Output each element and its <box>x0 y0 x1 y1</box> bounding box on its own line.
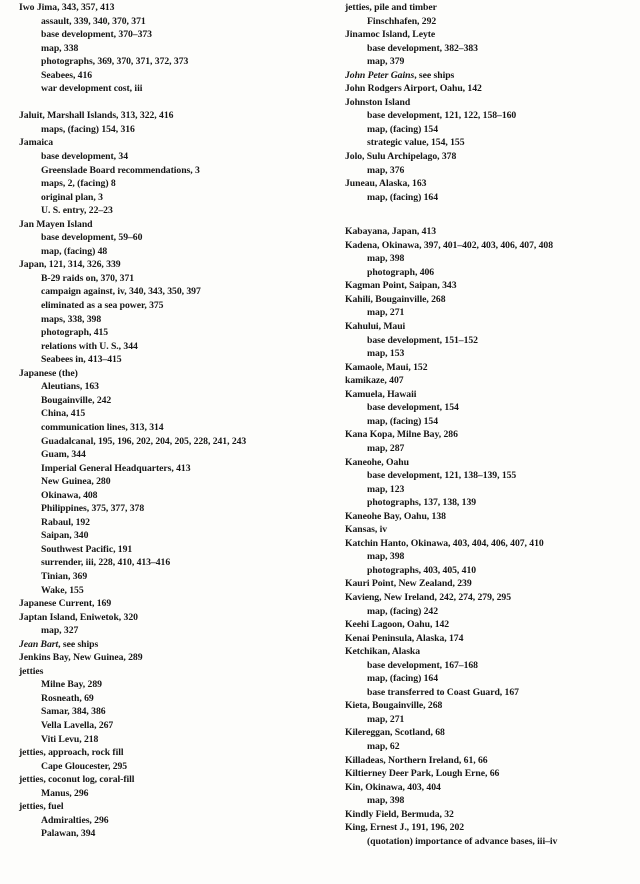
index-entry: Juneau, Alaska, 163 <box>345 178 427 190</box>
index-entry: Kadena, Okinawa, 397, 401–402, 403, 406, 407, 408 <box>345 239 554 251</box>
index-subentry: map, 327 <box>41 625 79 637</box>
index-entry: jetties <box>19 665 44 677</box>
index-subentry: map, (facing) 164 <box>367 673 438 685</box>
index-subentry: Seabees in, 413–415 <box>41 354 122 366</box>
index-subentry: assault, 339, 340, 370, 371 <box>41 15 146 27</box>
index-subentry: New Guinea, 280 <box>41 476 111 488</box>
index-entry: Kagman Point, Saipan, 343 <box>345 280 457 292</box>
index-subentry: map, 398 <box>367 551 405 563</box>
index-entry: Kilereggan, Scotland, 68 <box>345 727 445 739</box>
index-subentry: Imperial General Headquarters, 413 <box>41 462 191 474</box>
index-subentry: Admiralties, 296 <box>41 814 109 826</box>
index-entry: Kabayana, Japan, 413 <box>345 226 437 238</box>
index-entry: jetties, approach, rock fill <box>19 747 124 759</box>
index-subentry: war development cost, iii <box>41 83 143 95</box>
index-subentry: Seabees, 416 <box>41 69 93 81</box>
index-subentry: Finschhafen, 292 <box>367 15 437 27</box>
index-subentry: photographs, 369, 370, 371, 372, 373 <box>41 56 189 68</box>
index-subentry: map, 338 <box>41 42 79 54</box>
index-entry: Kamuela, Hawaii <box>345 388 417 400</box>
index-subentry: campaign against, iv, 340, 343, 350, 397 <box>41 286 201 298</box>
ship-name: John Peter Gains <box>345 69 415 81</box>
index-subentry: photograph, 415 <box>41 327 109 339</box>
index-subentry: maps, 2, (facing) 8 <box>41 178 116 190</box>
index-subentry: map, 398 <box>367 253 405 265</box>
index-subentry: Viti Levu, 218 <box>41 733 99 745</box>
index-subentry: Tinian, 369 <box>41 570 88 582</box>
cross-reference: , see ships <box>58 638 99 650</box>
index-subentry: base development, 121, 138–139, 155 <box>367 470 517 482</box>
index-subentry: U. S. entry, 22–23 <box>41 205 113 217</box>
index-column-left <box>19 1 344 841</box>
index-subentry: Palawan, 394 <box>41 828 96 840</box>
index-subentry: Aleutians, 163 <box>41 381 99 393</box>
index-entry: jetties, fuel <box>19 801 64 813</box>
index-entry: Jan Mayen Island <box>19 218 93 230</box>
index-entry: Kansas, iv <box>345 524 388 536</box>
index-entry: Kauri Point, New Zealand, 239 <box>345 578 472 590</box>
index-entry: Johnston Island <box>345 96 411 108</box>
index-entry: John Rodgers Airport, Oahu, 142 <box>345 83 482 95</box>
index-subentry: map, 376 <box>367 164 405 176</box>
index-subentry: strategic value, 154, 155 <box>367 137 465 149</box>
index-subentry: original plan, 3 <box>41 191 103 203</box>
index-subentry: base development, 167–168 <box>367 659 478 671</box>
index-entry: Japanese (the) <box>19 367 78 379</box>
index-subentry: base development, 382–383 <box>367 42 478 54</box>
index-subentry: base development, 121, 122, 158–160 <box>367 110 517 122</box>
index-subentry: base development, 370–373 <box>41 29 152 41</box>
index-entry: Kaneohe Bay, Oahu, 138 <box>345 510 446 522</box>
index-subentry: photographs, 403, 405, 410 <box>367 564 477 576</box>
index-entry: Japtan Island, Eniwetok, 320 <box>19 611 138 623</box>
index-subentry: China, 415 <box>41 408 86 420</box>
index-subentry: Samar, 384, 386 <box>41 706 106 718</box>
index-entry: King, Ernest J., 191, 196, 202 <box>345 822 465 834</box>
ship-name: Jean Bart <box>19 638 59 650</box>
index-subentry: Greenslade Board recommendations, 3 <box>41 164 200 176</box>
index-subentry: Guam, 344 <box>41 449 86 461</box>
index-subentry: map, 271 <box>367 307 405 319</box>
index-subentry: Bougainville, 242 <box>41 394 112 406</box>
index-subentry: map, (facing) 154 <box>367 123 438 135</box>
index-subentry: photographs, 137, 138, 139 <box>367 497 477 509</box>
index-entry <box>19 638 344 652</box>
index-subentry: eliminated as a sea power, 375 <box>41 300 164 312</box>
index-subentry: base development, 59–60 <box>41 232 143 244</box>
cross-reference: , see ships <box>414 69 455 81</box>
index-entry: Kavieng, New Ireland, 242, 274, 279, 295 <box>345 591 512 603</box>
index-entry: Kenai Peninsula, Alaska, 174 <box>345 632 464 644</box>
index-subentry: Rosneath, 69 <box>41 692 94 704</box>
index-entry: Jinamoc Island, Leyte <box>345 29 436 41</box>
index-subentry: Cape Gloucester, 295 <box>41 760 128 772</box>
index-subentry: Guadalcanal, 195, 196, 202, 204, 205, 228, 241, 243 <box>41 435 247 447</box>
index-entry: Ketchikan, Alaska <box>345 646 421 658</box>
index-subentry: map, 123 <box>367 483 405 495</box>
index-entry: Jaluit, Marshall Islands, 313, 322, 416 <box>19 110 174 122</box>
index-subentry: Rabaul, 192 <box>41 516 90 528</box>
index-subentry: Saipan, 340 <box>41 530 89 542</box>
index-entry: Kahului, Maui <box>345 321 406 333</box>
index-subentry: Wake, 155 <box>41 584 84 596</box>
index-entry: Japanese Current, 169 <box>19 598 112 610</box>
index-entry: kamikaze, 407 <box>345 375 404 387</box>
index-subentry: B-29 raids on, 370, 371 <box>41 272 135 284</box>
index-subentry: map, 62 <box>367 740 400 752</box>
index-subentry: map, (facing) 154 <box>367 415 438 427</box>
index-entry: Kin, Okinawa, 403, 404 <box>345 781 441 793</box>
index-subentry: base development, 154 <box>367 402 459 414</box>
index-subentry: map, 271 <box>367 713 405 725</box>
index-column-right <box>345 1 637 848</box>
index-entry: Kamaole, Maui, 152 <box>345 361 428 373</box>
index-subentry: base development, 34 <box>41 151 128 163</box>
index-entry: Jenkins Bay, New Guinea, 289 <box>19 652 143 664</box>
index-subentry: Okinawa, 408 <box>41 489 98 501</box>
index-subentry: Philippines, 375, 377, 378 <box>41 503 145 515</box>
index-subentry: map, (facing) 164 <box>367 191 438 203</box>
index-subentry: map, 379 <box>367 56 405 68</box>
index-subentry: Southwest Pacific, 191 <box>41 543 133 555</box>
index-entry: Keehi Lagoon, Oahu, 142 <box>345 619 450 631</box>
index-entry: jetties, coconut log, coral-fill <box>19 774 135 786</box>
section-gap <box>345 204 637 225</box>
index-subentry: base development, 151–152 <box>367 334 478 346</box>
index-entry: Killadeas, Northern Ireland, 61, 66 <box>345 754 488 766</box>
section-gap <box>19 96 344 110</box>
index-entry: Jamaica <box>19 137 54 149</box>
index-subentry: (quotation) importance of advance bases, iii–iv <box>367 835 558 847</box>
index-subentry: map, (facing) 242 <box>367 605 438 617</box>
index-entry: Kindly Field, Bermuda, 32 <box>345 808 454 820</box>
index-subentry: Vella Lavella, 267 <box>41 719 114 731</box>
index-subentry: Milne Bay, 289 <box>41 679 102 691</box>
index-entry: Kaneohe, Oahu <box>345 456 409 468</box>
index-entry: Kahili, Bougainville, 268 <box>345 293 446 305</box>
index-entry: Kieta, Bougainville, 268 <box>345 700 443 712</box>
index-subentry: base transferred to Coast Guard, 167 <box>367 686 519 698</box>
index-entry <box>345 69 637 83</box>
index-subentry: map, 398 <box>367 795 405 807</box>
index-entry: Japan, 121, 314, 326, 339 <box>19 259 121 271</box>
index-subentry: map, (facing) 48 <box>41 245 108 257</box>
index-subentry: relations with U. S., 344 <box>41 340 138 352</box>
index-entry: Jolo, Sulu Archipelago, 378 <box>345 151 457 163</box>
index-entry: Kana Kopa, Milne Bay, 286 <box>345 429 458 441</box>
index-entry: Iwo Jima, 343, 357, 413 <box>19 2 115 13</box>
index-subentry: surrender, iii, 228, 410, 413–416 <box>41 557 171 569</box>
index-subentry: map, 287 <box>367 442 405 454</box>
index-subentry: maps, (facing) 154, 316 <box>41 123 135 135</box>
index-entry: Kiltierney Deer Park, Lough Erne, 66 <box>345 768 500 780</box>
index-subentry: photograph, 406 <box>367 266 435 278</box>
index-subentry: map, 153 <box>367 348 405 360</box>
index-subentry: maps, 338, 398 <box>41 313 102 325</box>
index-entry: jetties, pile and timber <box>345 2 437 13</box>
index-subentry: communication lines, 313, 314 <box>41 421 164 433</box>
index-entry: Katchin Hanto, Okinawa, 403, 404, 406, 407, 410 <box>345 537 544 549</box>
index-subentry: Manus, 296 <box>41 787 89 799</box>
